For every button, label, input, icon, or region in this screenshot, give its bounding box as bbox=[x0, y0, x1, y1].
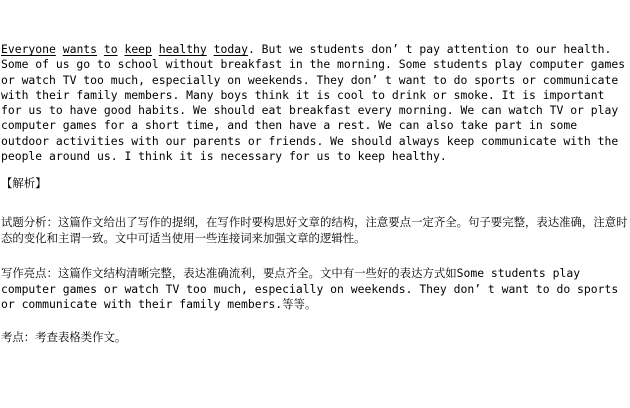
underlined-word: healthy bbox=[158, 42, 207, 56]
essay-body-text: . But we students don’ t pay attention to our health. Some of us go to school without breakfast in the morning. Some students play computer games or watch TV too much, especially on weekends. They don’ t want to do sports or communicate with their family members. Many boys think it is cool to drink or smoke. It is important for us to have good habits. We should eat breakfast every morning. We can watch TV or play computer games for a short time, and then have a rest. We can also take part in some outdoor activities with our parents or friends. We should always keep communicate with the people around us. I think it is necessary for us to keep healthy. bbox=[1, 42, 626, 164]
analysis-text: 试题分析：这篇作文给出了写作的提纲，在写作时要构思好文章的结构，注意要点一定齐全。句子要完整，表达准确，注意时态的变化和主谓一致。文中可适当使用一些连接词来加强文章的逻辑性。 bbox=[1, 215, 628, 245]
underlined-word: keep bbox=[124, 42, 152, 56]
underlined-word: wants bbox=[62, 42, 98, 56]
analysis-heading: 【解析】 bbox=[1, 176, 47, 190]
underlined-word: to bbox=[103, 42, 118, 56]
writing-highlights-text: 写作亮点：这篇作文结构清晰完整，表达准确流利，要点齐全。文中有一些好的表达方式如Some students play computer games or watch TV too much, especially on weekends. They don’ t want to do sports or communicate with their family members.等等。 bbox=[1, 266, 619, 311]
underlined-word: Everyone bbox=[1, 42, 56, 56]
exam-point-text: 考点：考查表格类作文。 bbox=[1, 330, 127, 344]
essay-paragraph bbox=[1, 42, 629, 164]
underlined-word: today bbox=[213, 42, 248, 56]
